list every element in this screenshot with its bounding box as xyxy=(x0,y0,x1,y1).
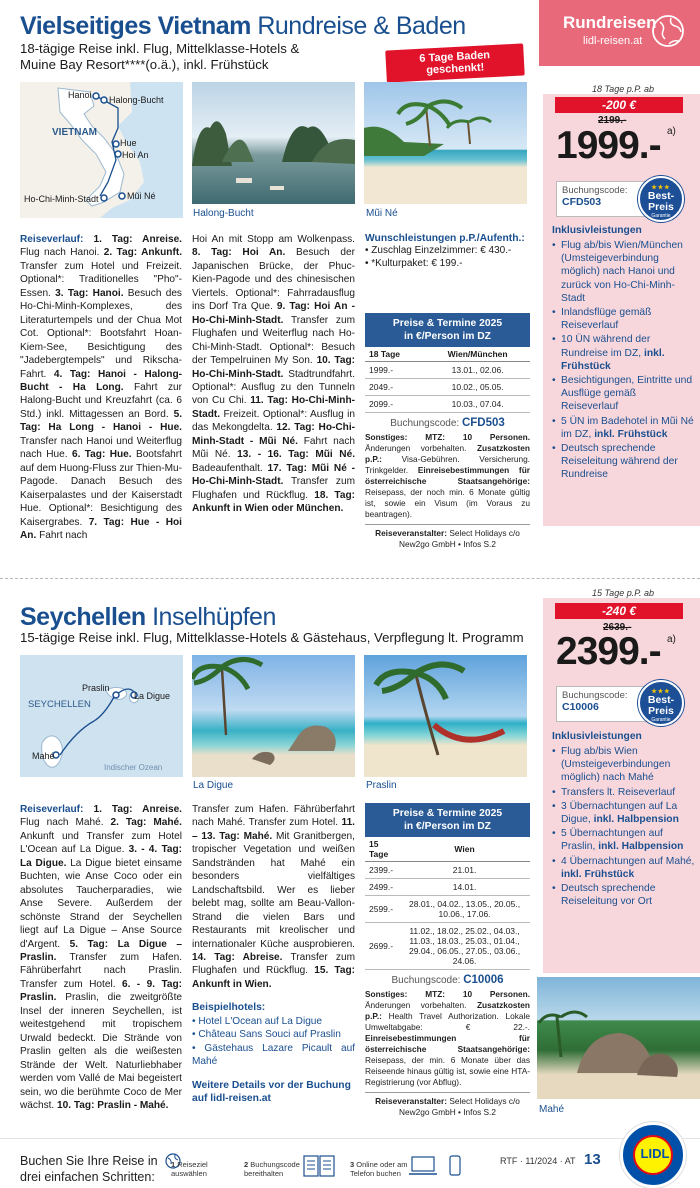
vietnam-old-price: 2199.- xyxy=(598,115,627,126)
hotel-text: Château Sans Souci auf Praslin xyxy=(198,1029,341,1041)
step-t1: Reiseziel xyxy=(177,1160,208,1169)
vietnam-itinerary-col2 xyxy=(192,233,355,516)
s-label: Sonstiges: xyxy=(365,989,408,999)
seychellen-title-bold: Seychellen xyxy=(20,603,146,631)
day-desc: Fahrt nach xyxy=(36,529,88,541)
s-label: Zusatzkosten p.P.: xyxy=(365,443,530,464)
incl-bold: inkl. Frühstück xyxy=(561,868,635,880)
day-text: 12. Tag: Ho-Chi-Minh-Stadt - Mũi Né. xyxy=(192,422,355,447)
row-dates: 10.03., 07.04. xyxy=(425,396,530,413)
s-text: Änderungen vorbehalten. xyxy=(365,443,477,453)
halong-photo xyxy=(192,82,355,204)
incl-item xyxy=(552,306,696,332)
s-label: MTZ: 10 Personen. xyxy=(425,989,530,999)
corner-title: Rundreisen xyxy=(563,13,657,32)
incl-text: 4 Übernachtungen auf Mahé, xyxy=(561,855,695,867)
vietnam-discount: -200 € xyxy=(555,97,683,113)
row-price: 2099.- xyxy=(365,396,425,413)
map-halong: Halong-Bucht xyxy=(109,95,164,105)
incl-item xyxy=(552,239,696,305)
best-price-badge xyxy=(638,176,684,222)
s-label: Zusatzkosten p.P.: xyxy=(365,1000,530,1021)
incl-item xyxy=(552,333,696,373)
seychellen-veranstalter xyxy=(365,1092,530,1118)
incl-text: Transfers lt. Reiseverlauf xyxy=(561,786,676,798)
vietnam-title-rest: Rundreise & Baden xyxy=(257,12,466,40)
vietnam-subtitle-line2: Muine Bay Resort****(o.ä.), inkl. Frühstück xyxy=(20,57,269,72)
caption-ladigue: La Digue xyxy=(193,780,234,791)
day-desc: Freizeit. Optional*: Ausflug in das Mekongdelta. xyxy=(192,408,355,434)
code-box-code: C10006 xyxy=(562,701,599,713)
table-header xyxy=(365,313,530,347)
table-title-2: in €/Person im DZ xyxy=(404,331,491,342)
s-label: Einreisebestimmungen für österreichische Staatsangehörige: xyxy=(365,465,530,486)
incl-list xyxy=(552,745,696,908)
hotel-item: • Château Sans Souci auf Praslin xyxy=(192,1029,341,1041)
lidl-logo-text: LIDL xyxy=(640,1146,670,1161)
code-box-label: Buchungscode: xyxy=(562,690,628,701)
day-desc: Praslin, die zweitgrößte Insel der inneren Seychellen, ist weitestgehend mit tropischem Urwald bedeckt. Die Strände von Praslin gelten als die weißesten Strände der Welt. Naturliebhaber werden vom Vallé de Mai begeistert sein, wo die berühmte Coco de Mer wächst. xyxy=(20,992,182,1111)
laptop-phone-icon xyxy=(408,1154,464,1178)
day-text: 8. Tag: Hoi An. xyxy=(192,247,286,259)
best-price-badge xyxy=(638,680,684,726)
s-text xyxy=(407,989,425,999)
v-label: Reiseveranstalter: xyxy=(375,1096,448,1106)
s-label: MTZ: 10 Personen. xyxy=(425,432,530,442)
day-desc: Transfer zum Flughafen und Rückflug. xyxy=(192,951,356,977)
s-text: Visa-Gebühren. Versicherung. Trinkgelder. xyxy=(365,454,530,475)
table-header xyxy=(365,803,530,837)
step-t1: Online oder am xyxy=(356,1160,408,1169)
catalog-icon xyxy=(302,1152,336,1180)
day-text: 2. Tag: Mahé. xyxy=(110,817,182,829)
incl-list xyxy=(552,239,696,482)
vietnam-subtitle xyxy=(20,41,380,73)
dates-table xyxy=(365,347,530,413)
best-stars: ★★★ xyxy=(651,689,671,695)
day-text: 15. Tag: Ankunft in Wien. xyxy=(192,965,355,990)
incl-text: 5 ÜN im Badehotel in Mũi Né im DZ, xyxy=(561,415,694,440)
step-num: 3 xyxy=(350,1160,355,1169)
sey-price-note: a) xyxy=(667,634,676,645)
col-dep: Wien xyxy=(399,837,530,862)
day-text: 9. Tag: Hoi An - Ho-Chi-Minh-Stadt. xyxy=(192,301,355,326)
lidl-logo xyxy=(620,1122,686,1188)
table-title-1: Preise & Termine 2025 xyxy=(392,808,503,819)
table-row xyxy=(365,923,530,970)
step-label xyxy=(244,1160,300,1178)
sey-map-ocean: Indischer Ozean xyxy=(104,763,163,772)
vietnam-days-label: 18 Tage p.P. ab xyxy=(592,84,655,94)
table-row xyxy=(365,379,530,396)
incl-item xyxy=(552,827,696,853)
incl-text: Inlandsflüge gemäß Reiseverlauf xyxy=(561,307,652,332)
day-text: 5. Tag: La Digue – Praslin. xyxy=(20,938,183,963)
best-l3: Garantie xyxy=(651,213,671,219)
day-desc: Besuch des Ho-Chi-Minh-Komplexes, des Literaturtempels und der Chua Mot Cot. Optional*: Bootsfahrt Hoan-Kiem-See, Besichtigung des "Jadebergtempels" und Rikscha-Fahrt. xyxy=(20,287,182,380)
day-text: 3. - 4. Tag: La Digue. xyxy=(20,844,182,869)
code-label: Buchungscode: xyxy=(391,975,461,986)
day-desc: La Digue bietet einsame Buchten, wie Anse Coco oder ein absolutes Taucherparadies, wie Anse Severe. Außerdem der schönste Strand der Seychellen liegt auf La Digue – Anse Source d'Argent. xyxy=(20,857,182,950)
vietnam-price-note: a) xyxy=(667,126,676,137)
row-price: 1999.- xyxy=(365,362,425,379)
code-box-code: CFD503 xyxy=(562,196,602,208)
step-num: 2 xyxy=(244,1160,249,1169)
table-code xyxy=(365,974,530,986)
globe-icon xyxy=(651,14,685,48)
day-text: 11. Tag: Ho-Chi-Minh-Stadt. xyxy=(192,395,356,420)
day-text: 3. Tag: Hanoi. xyxy=(55,287,124,299)
step-label xyxy=(171,1160,208,1178)
incl-text: Deutsch sprechende Reiseleitung während der Rundreise xyxy=(561,443,678,481)
page-number: 13 xyxy=(584,1151,601,1168)
praslin-photo xyxy=(364,655,527,777)
vietnam-wishes xyxy=(365,233,530,270)
row-dates: 10.02., 05.05. xyxy=(425,379,530,396)
seychellen-sonstiges xyxy=(365,989,530,1088)
hotel-text: Hotel L'Ocean auf La Digue xyxy=(198,1015,323,1027)
s-text: Health Travel Authorization. Lokale Umweltabgabe: € 22.-. xyxy=(365,1011,530,1032)
incl-text: Besichtigungen, Eintritte und Ausflüge gemäß Reiseverlauf xyxy=(561,375,693,413)
sey-old-price: 2639.- xyxy=(603,622,632,633)
wish-text: *Kulturpaket: € 199.- xyxy=(371,258,463,269)
day-text: 7. Tag: Hue - Hoi An. xyxy=(20,516,182,541)
day-desc: Hoi An mit Stopp am Wolkenpass. xyxy=(192,234,355,245)
vietnam-price-table xyxy=(365,313,530,550)
map-hcm: Ho-Chi-Minh-Stadt xyxy=(24,194,99,204)
vietnam-map xyxy=(20,82,183,218)
v-text: Select Holidays c/o New2go GmbH • Infos S.2 xyxy=(399,1096,520,1117)
footer-rule xyxy=(0,1138,700,1139)
vietnam-new-price: 1999.- xyxy=(556,124,661,167)
s-text: Änderungen vorbehalten. xyxy=(365,1000,477,1010)
sey-new-price: 2399.- xyxy=(556,630,661,673)
caption-mahe: Mahé xyxy=(539,1104,565,1115)
caption-muine: Mũi Né xyxy=(366,208,398,219)
s-text xyxy=(407,432,425,442)
s-label: Sonstiges: xyxy=(365,432,408,442)
best-l2: Preis xyxy=(648,705,674,717)
incl-item xyxy=(552,786,696,799)
caption-praslin: Praslin xyxy=(366,780,397,791)
incl-bold: inkl. Frühstück xyxy=(594,428,668,440)
baden-badge: 6 Tage Baden geschenkt! xyxy=(385,43,524,82)
sey-discount: -240 € xyxy=(555,603,683,619)
step-t2: Telefon buchen xyxy=(350,1169,401,1178)
incl-text: 10 ÜN während der Rundreise im DZ, xyxy=(561,334,651,359)
vietnam-veranstalter xyxy=(365,524,530,550)
footer-ref: RTF · 11/2024 · AT xyxy=(500,1156,576,1166)
day-desc: Besuch der Japanischen Brücke, der Phuc-Kien-Pagode und des chinesischen Viertels. Optional*: Fahrradausflug ins Dorf Tra Que. xyxy=(192,247,355,313)
corner-url[interactable]: lidl-reisen.at xyxy=(583,35,643,47)
table-row xyxy=(365,396,530,413)
vietnam-title xyxy=(20,12,466,41)
row-price: 2049.- xyxy=(365,379,425,396)
seychellen-itinerary-col1 xyxy=(20,803,182,1112)
row-price: 2599.- xyxy=(365,896,399,923)
wishes-title: Wunschleistungen p.P./Aufenth.: xyxy=(365,233,525,244)
incl-bold: inkl. Halbpension xyxy=(593,814,679,826)
hotel-item: • Gästehaus Lazare Picault auf Mahé xyxy=(192,1042,356,1068)
best-l1: Best- xyxy=(647,694,675,706)
day-text: 4. Tag: Hanoi - Halong-Bucht - Ha Long. xyxy=(20,368,182,393)
code-value: C10006 xyxy=(463,974,504,986)
seychellen-title-rest: Inselhüpfen xyxy=(152,603,276,631)
seychellen-itinerary-col2 xyxy=(192,803,355,1106)
incl-item xyxy=(552,800,696,826)
incl-item xyxy=(552,745,696,785)
day-text: 11. – 13. Tag: Mahé. xyxy=(192,817,355,842)
incl-text: Flug ab/bis Wien (Umsteigeverbindungen möglich) nach Mahé xyxy=(561,746,671,784)
step-label xyxy=(350,1160,408,1178)
muine-photo xyxy=(364,82,527,204)
sey-inclusive xyxy=(552,731,696,908)
incl-item xyxy=(552,882,696,908)
incl-item xyxy=(552,442,696,482)
row-price: 2499.- xyxy=(365,879,399,896)
row-price: 2399.- xyxy=(365,862,399,879)
mahe-photo xyxy=(537,977,700,1099)
day-desc: Transfer zum Hafen. Fährüberfahrt nach Praslin. Transfer zum Hotel. xyxy=(20,951,182,990)
code-value: CFD503 xyxy=(461,417,505,429)
incl-title: Inklusivleistungen xyxy=(552,731,642,742)
incl-text: 5 Übernachtungen auf Praslin, xyxy=(561,828,663,853)
incl-text: Flug ab/bis Wien/München (Umsteigeverbindung möglich) nach Hanoi und zurück von Ho-Chi-Minh-Stadt xyxy=(561,240,683,304)
day-text: 2. Tag: Ankunft. xyxy=(103,247,182,259)
footer-line2: drei einfachen Schritten: xyxy=(20,1170,155,1184)
row-dates: 14.01. xyxy=(399,879,530,896)
table-row xyxy=(365,896,530,923)
day-desc: Mit Granitbergen, tropischer Vegetation und weißen Sandstränden hat Mahé ein besonders vielfältiges Landschaftsbild. Wer es lieber belebt mag, sollte am Beau-Vallon-Strand die vielen Bars und Restaurants mit kreolischer und internationaler Küche ausprobieren. xyxy=(192,830,355,950)
itinerary-label: Reiseverlauf: xyxy=(20,234,84,245)
code-box-label: Buchungscode: xyxy=(562,185,628,196)
wish-item: • *Kulturpaket: € 199.- xyxy=(365,258,463,269)
mahe-rocks xyxy=(537,977,700,1099)
row-dates: 13.01., 02.06. xyxy=(425,362,530,379)
day-text: 5. Tag: Ha Long - Hanoi - Hue. xyxy=(20,408,182,434)
caption-halong: Halong-Bucht xyxy=(193,208,254,219)
vietnam-itinerary-col1 xyxy=(20,233,182,542)
incl-bold: inkl. Frühstück xyxy=(561,347,665,372)
day-desc: Transfer zum Hafen. Fährüberfahrt nach Mahé. Transfer zum Hotel. xyxy=(192,804,355,829)
vietnam-subtitle-line1: 18-tägige Reise inkl. Flug, Mittelklasse-Hotels & xyxy=(20,41,300,56)
muine-palms xyxy=(364,82,527,204)
sey-days-label: 15 Tage p.P. ab xyxy=(592,588,655,598)
day-desc: Flug nach Hanoi. xyxy=(20,247,104,259)
step-t2: bereithalten xyxy=(244,1169,284,1178)
day-desc: Transfer zum Hotel und Freizeit. Optional*: Traditionelles "Pho"-Essen. xyxy=(20,260,182,299)
map-hanoi: Hanoi xyxy=(68,90,92,100)
day-desc: Transfer nach Hanoi und Weiterflug nach Hue. xyxy=(20,435,182,461)
vietnam-sonstiges xyxy=(365,432,530,520)
step-num: 1 xyxy=(171,1160,176,1169)
best-l3: Garantie xyxy=(651,717,671,723)
map-country: VIETNAM xyxy=(52,127,97,138)
rundreisen-corner xyxy=(539,0,700,66)
halong-karst xyxy=(192,82,355,204)
day-text: 1. Tag: Anreise. xyxy=(83,234,182,245)
footer-intro xyxy=(20,1153,158,1185)
seychellen-map xyxy=(20,655,183,777)
step-t2: auswählen xyxy=(171,1169,207,1178)
seychellen-subtitle: 15-tägige Reise inkl. Flug, Mittelklasse-Hotels & Gästehaus, Verpflegung lt. Programm xyxy=(20,630,524,645)
table-code xyxy=(365,417,530,429)
dates-table xyxy=(365,837,530,970)
col-days: 18 Tage xyxy=(365,347,425,362)
day-desc: Fahrt zur Halong-Bucht und Kreuzfahrt (ca. 6 Std.) inkl. Mittagessen an Bord. xyxy=(20,381,182,420)
day-desc: Stadtrundfahrt. Optional*: Ausflug zu den Tunneln von Cu Chi. xyxy=(192,368,355,407)
seychellen-title xyxy=(20,603,276,632)
row-dates: 28.01., 04.02., 13.05., 20.05., 10.06., 17.06. xyxy=(399,896,530,923)
map-hoian: Hoi An xyxy=(122,150,149,160)
hotel-text: Gästehaus Lazare Picault auf Mahé xyxy=(192,1042,356,1068)
day-desc: Ankunft und Transfer zum Hotel L'Ocean auf La Digue. xyxy=(20,830,182,856)
day-desc: Transfer zum Flughafen und Rückflug. xyxy=(192,476,355,501)
day-text: 18. Tag: Ankunft in Wien oder München. xyxy=(192,489,355,515)
row-dates: 11.02., 18.02., 25.02., 04.03., 11.03., 18.03., 25.03., 01.04., 29.04., 06.05., 27.05., 03.06., 24.06. xyxy=(399,923,530,970)
best-l2: Preis xyxy=(648,201,674,213)
vietnam-inclusive xyxy=(552,225,696,482)
wish-text: Zuschlag Einzelzimmer: € 430.- xyxy=(371,245,512,256)
incl-item xyxy=(552,855,696,881)
best-stars: ★★★ xyxy=(651,185,671,191)
ladigue-photo xyxy=(192,655,355,777)
section-divider xyxy=(0,578,700,579)
sey-map-praslin: Praslin xyxy=(82,683,110,693)
col-days: 15 Tage xyxy=(365,837,399,862)
table-row xyxy=(365,862,530,879)
itinerary-label: Reiseverlauf: xyxy=(20,804,84,815)
vietnam-title-bold: Vielseitiges Vietnam xyxy=(20,12,251,40)
code-label: Buchungscode: xyxy=(390,418,460,429)
day-desc: Flug nach Mahé. xyxy=(20,817,111,829)
day-text: 13. - 16. Tag: Mũi Né. xyxy=(237,449,355,461)
footer-line1: Buchen Sie Ihre Reise in xyxy=(20,1154,158,1168)
map-hue: Hue xyxy=(120,138,137,148)
ladigue-rocks xyxy=(192,655,355,777)
day-text: 6. - 9. Tag: Praslin. xyxy=(20,978,183,1004)
seychellen-price-table xyxy=(365,803,530,1118)
col-dep: Wien/München xyxy=(425,347,530,362)
wish-item: • Zuschlag Einzelzimmer: € 430.- xyxy=(365,245,512,256)
v-text: Select Holidays c/o New2go GmbH • Infos S.2 xyxy=(399,528,520,549)
s-label: Einreisebestimmungen für österreichische Staatsangehörige: xyxy=(365,1033,530,1054)
incl-item xyxy=(552,374,696,414)
table-row xyxy=(365,879,530,896)
incl-item xyxy=(552,415,696,441)
day-desc: Bootsfahrt auf dem Huong-Fluss zur Thien-Mu-Pagode. Danach Besuch des Kaiserpalastes und der Kaiserstadt Hue. Optional*: Besichtigung des Kaisergrabes. xyxy=(20,449,182,528)
map-muine: Mũi Né xyxy=(127,191,156,201)
day-text: 1. Tag: Anreise. xyxy=(83,804,182,815)
row-price: 2699.- xyxy=(365,923,399,970)
incl-bold: inkl. Halbpension xyxy=(598,841,684,853)
incl-text: Deutsch sprechende Reiseleitung vor Ort xyxy=(561,883,656,908)
s-text: Reisepass, der min. 6 Monate über das Reiseende hinaus gültig ist, sowie eine HTA-Registrierung (vor Abflug). xyxy=(365,1055,530,1087)
day-desc: Badeaufenthalt. xyxy=(192,462,268,474)
hotel-item: • Hotel L'Ocean auf La Digue xyxy=(192,1015,323,1027)
sey-map-country: SEYCHELLEN xyxy=(28,699,91,710)
incl-text: 3 Übernachtungen auf La Digue, xyxy=(561,800,678,826)
table-title-1: Preise & Termine 2025 xyxy=(392,318,503,329)
s-text: Reisepass, der noch min. 6 Monate gültig ist, sowie ein Visum (im Voraus zu beantragen). xyxy=(365,487,530,519)
day-desc: Fahrt nach Mũi Né. xyxy=(192,435,355,461)
day-text: 10. Tag: Praslin - Mahé. xyxy=(57,1099,169,1111)
incl-title: Inklusivleistungen xyxy=(552,225,642,236)
day-text: 10. Tag: Ho-Chi-Minh-Stadt. xyxy=(192,355,355,380)
day-text: 17. Tag: Mũi Né - Ho-Chi-Minh-Stadt. xyxy=(192,462,355,488)
step-t1: Buchungscode xyxy=(250,1160,300,1169)
more-details-link[interactable]: Weitere Details vor der Buchung auf lidl-reisen.at xyxy=(192,1079,351,1105)
row-dates: 21.01. xyxy=(399,862,530,879)
sey-map-mahe: Mahé xyxy=(32,751,55,761)
table-row xyxy=(365,362,530,379)
sey-map-ladigue: La Digue xyxy=(134,691,171,701)
praslin-hammock xyxy=(364,655,527,777)
day-desc: Transfer zum Flughafen und Weiterflug nach Ho-Chi-Minh-Stadt. Optional*: Besuch der Tempelruinen My Son. xyxy=(192,314,355,367)
table-title-2: in €/Person im DZ xyxy=(404,821,491,832)
hotels-title: Beispielhotels: xyxy=(192,1002,266,1014)
day-text: 6. Tag: Hue. xyxy=(71,449,132,461)
day-text: 14. Tag: Abreise. xyxy=(192,951,283,963)
v-label: Reiseveranstalter: xyxy=(375,528,448,538)
best-l1: Best- xyxy=(647,190,675,202)
